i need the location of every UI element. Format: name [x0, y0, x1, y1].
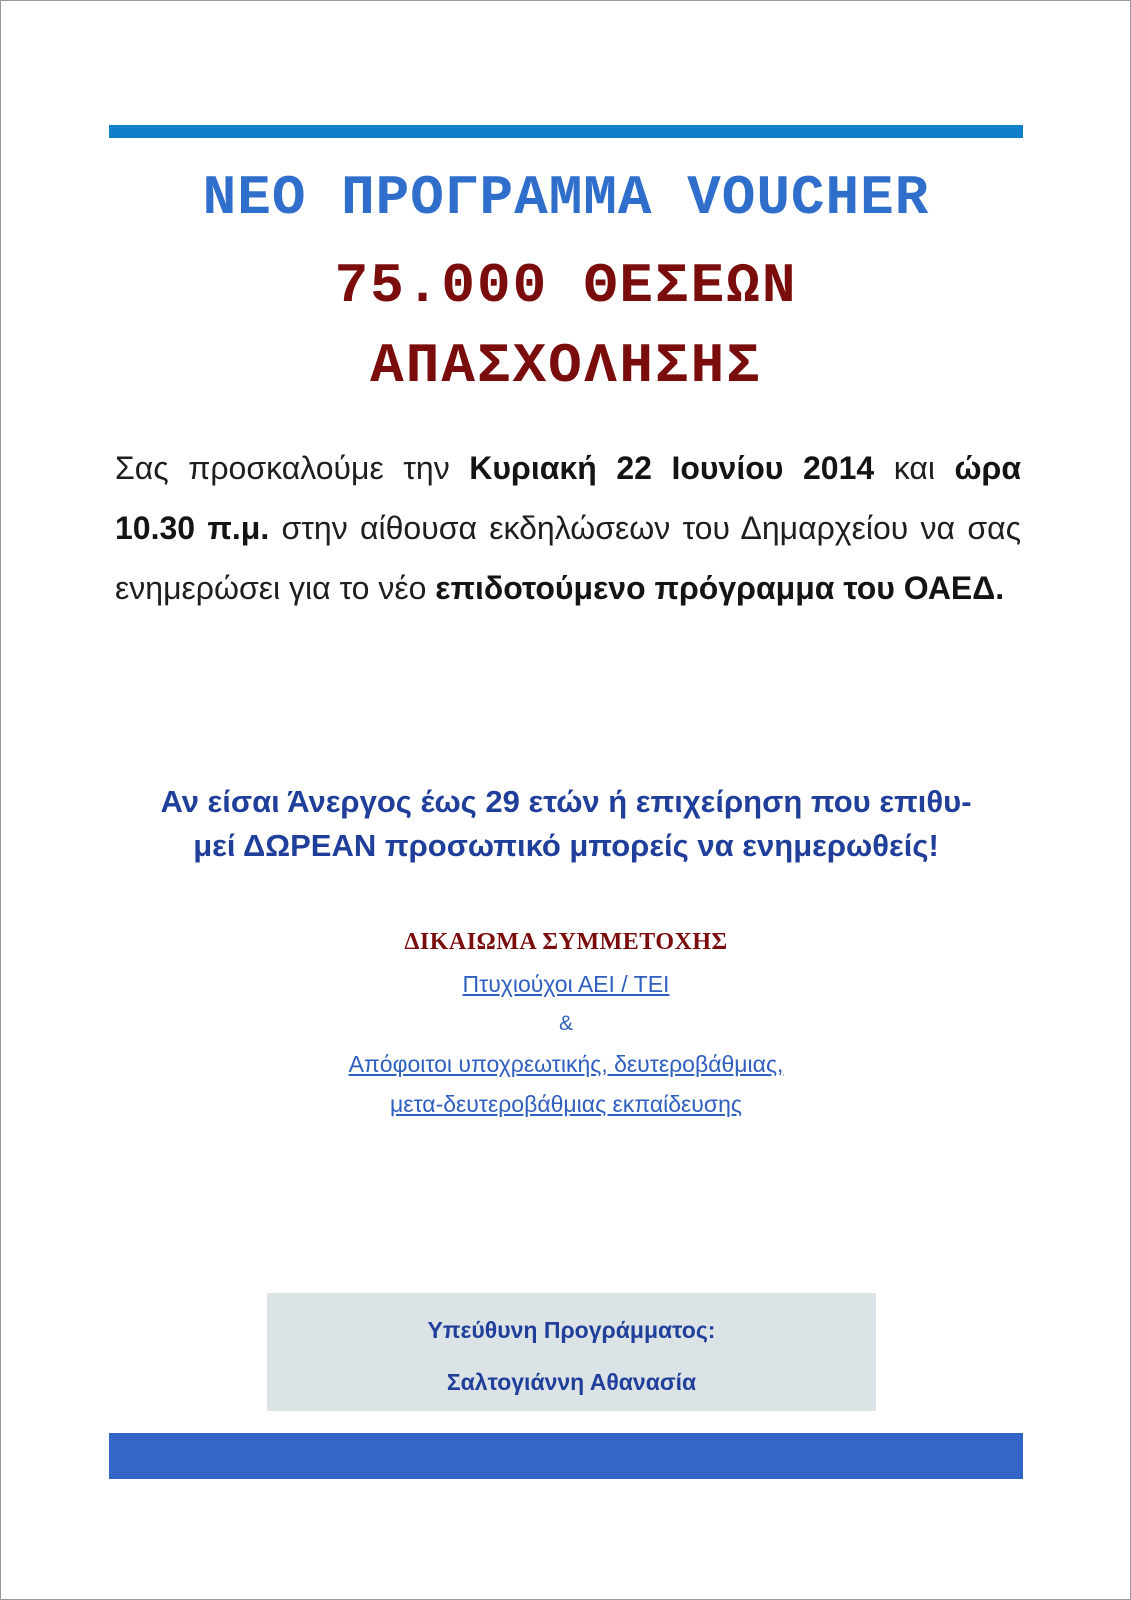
- intro-text-2: και: [874, 450, 955, 486]
- title-line-employment: ΑΠΑΣΧΟΛΗΣΗΣ: [370, 334, 762, 398]
- top-divider-bar: [109, 125, 1023, 138]
- eligibility-secondary-line-2: μετα-δευτεροβάθμιας εκπαίδευσης: [390, 1091, 742, 1117]
- title-line-program: ΝΕΟ ΠΡΟΓΡΑΜΜΑ VOUCHER: [202, 166, 930, 230]
- eligibility-section: [109, 920, 1023, 1124]
- contact-name: Σαλτογιάννη Αθανασία: [446, 1369, 697, 1395]
- eligibility-secondary-line-1: Απόφοιτοι υποχρεωτικής, δευτεροβάθμιας,: [348, 1051, 784, 1077]
- eligibility-ampersand: &: [558, 1012, 573, 1035]
- contact-box: [267, 1293, 876, 1411]
- bottom-divider-bar: [109, 1433, 1023, 1479]
- event-date: Κυριακή 22 Ιουνίου 2014: [469, 450, 875, 486]
- target-audience-callout: [109, 780, 1023, 868]
- title-block: [109, 150, 1023, 406]
- eligibility-graduates: Πτυχιούχοι ΑΕΙ / ΤΕΙ: [462, 971, 670, 997]
- intro-text-3: στην αίθουσα εκδηλώσεων του Δημαρχείου να σας ενημερώσει για το νέο: [115, 510, 1022, 606]
- event-time: ώρα 10.30 π.μ.: [115, 450, 1021, 546]
- eligibility-title: ΔΙΚΑΙΩΜΑ ΣΥΜΜΕΤΟΧΗΣ: [404, 929, 728, 955]
- program-name: επιδοτούμενο πρόγραμμα του ΟΑΕΔ.: [435, 570, 1005, 606]
- invitation-paragraph: [115, 438, 1021, 618]
- contact-label: Υπεύθυνη Προγράμματος:: [427, 1317, 716, 1343]
- title-line-positions: 75.000 ΘΕΣΕΩΝ: [334, 254, 798, 318]
- intro-text-1: Σας προσκαλούμε την: [115, 450, 470, 486]
- callout-line-1: Αν είσαι Άνεργος έως 29 ετών ή επιχείρηση που επιθυ-: [160, 784, 972, 819]
- callout-line-2: μεί ΔΩΡΕΑΝ προσωπικό μπορείς να ενημερωθείς!: [193, 828, 939, 863]
